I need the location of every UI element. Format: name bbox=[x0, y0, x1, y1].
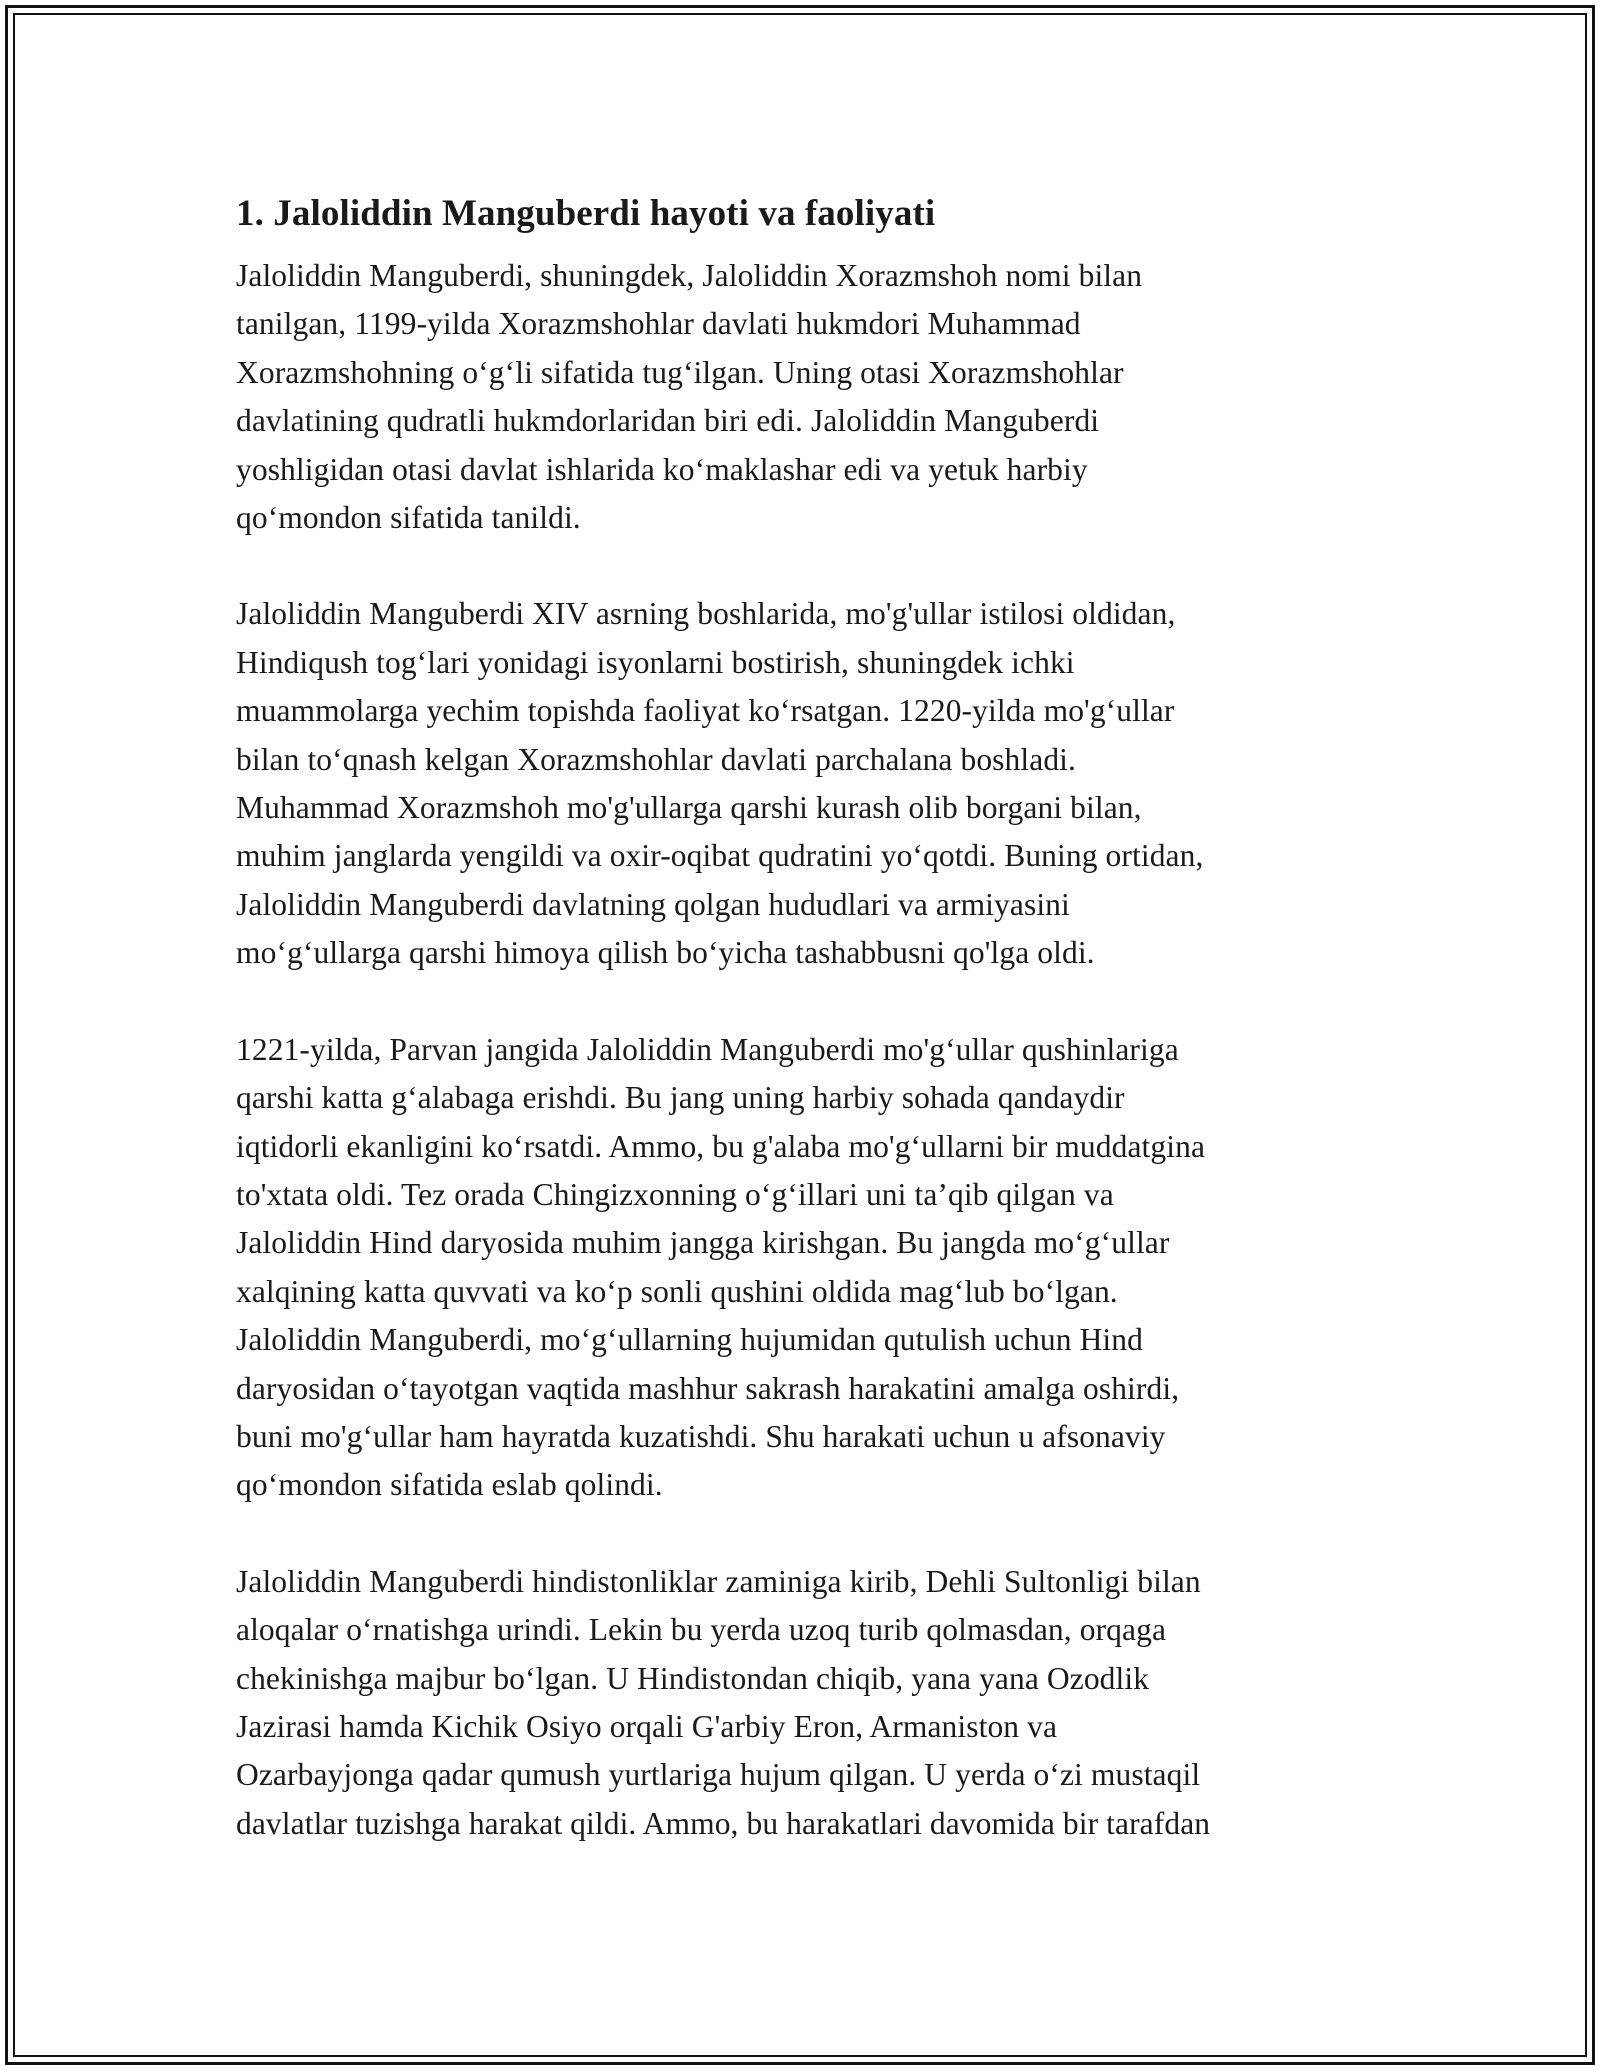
paragraph-mongol-invasion bbox=[236, 590, 1366, 977]
text-line: Jaloliddin Manguberdi hindistonliklar zaminiga kirib, Dehli Sultonligi bilan bbox=[236, 1563, 1201, 1599]
text-line: chekinishga majbur bo‘lgan. U Hindistondan chiqib, yana yana Ozodlik bbox=[236, 1660, 1150, 1696]
paragraph-parvan-battle bbox=[236, 1026, 1366, 1510]
text-line: davlatlar tuzishga harakat qildi. Ammo, bu harakatlari davomida bir tarafdan bbox=[236, 1805, 1211, 1841]
text-line: tanilgan, 1199-yilda Xorazmshohlar davlati hukmdori Muhammad bbox=[236, 306, 1081, 342]
text-line: iqtidorli ekanligini ko‘rsatdi. Ammo, bu g'alaba mo'g‘ullarni bir muddatgina bbox=[236, 1128, 1206, 1164]
text-line: davlatining qudratli hukmdorlaridan biri edi. Jaloliddin Manguberdi bbox=[236, 403, 1100, 439]
text-line: Hindiqush tog‘lari yonidagi isyonlarni bostirish, shuningdek ichki bbox=[236, 644, 1075, 680]
text-line: Jaloliddin Manguberdi, mo‘g‘ullarning hujumidan qutulish uchun Hind bbox=[236, 1322, 1143, 1358]
text-line: to'xtata oldi. Tez orada Chingizxonning o‘g‘illari uni ta’qib qilgan va bbox=[236, 1176, 1114, 1212]
paragraph-early-life bbox=[236, 252, 1366, 542]
text-line: yoshligidan otasi davlat ishlarida ko‘maklashar edi va yetuk harbiy bbox=[236, 451, 1088, 487]
text-line: buni mo'g‘ullar ham hayratda kuzatishdi. Shu harakati uchun u afsonaviy bbox=[236, 1418, 1166, 1454]
text-line: daryosidan o‘tayotgan vaqtida mashhur sakrash harakatini amalga oshirdi, bbox=[236, 1370, 1180, 1406]
text-line: Ozarbayjonga qadar qumush yurtlariga hujum qilgan. U yerda o‘zi mustaqil bbox=[236, 1757, 1201, 1793]
document-body bbox=[236, 188, 1366, 1896]
text-line: Jaloliddin Manguberdi davlatning qolgan hududlari va armiyasini bbox=[236, 886, 1070, 922]
text-line: bilan to‘qnash kelgan Xorazmshohlar davlati parchalana boshladi. bbox=[236, 741, 1076, 777]
text-line: qarshi katta g‘alabaga erishdi. Bu jang uning harbiy sohada qandaydir bbox=[236, 1080, 1125, 1116]
text-line: Jaloliddin Manguberdi, shuningdek, Jaloliddin Xorazmshoh nomi bilan bbox=[236, 258, 1143, 293]
text-line: Muhammad Xorazmshoh mo'g'ullarga qarshi kurash olib borgani bilan, bbox=[236, 790, 1142, 826]
text-line: Jaloliddin Hind daryosida muhim jangga kirishgan. Bu jangda mo‘g‘ullar bbox=[236, 1225, 1170, 1261]
text-line: mo‘g‘ullarga qarshi himoya qilish bo‘yicha tashabbusni qo'lga oldi. bbox=[236, 935, 1095, 971]
text-line: Jazirasi hamda Kichik Osiyo orqali G'arbiy Eron, Armaniston va bbox=[236, 1708, 1058, 1744]
paragraph-india-and-west bbox=[236, 1558, 1366, 1848]
text-line: xalqining katta quvvati va ko‘p sonli qushini oldida mag‘lub bo‘lgan. bbox=[236, 1273, 1118, 1309]
text-line: 1221-yilda, Parvan jangida Jaloliddin Manguberdi mo'g‘ullar qushinlariga bbox=[236, 1031, 1179, 1067]
text-line: Jaloliddin Manguberdi XIV asrning boshlarida, mo'g'ullar istilosi oldidan, bbox=[236, 596, 1176, 632]
text-line: muammolarga yechim topishda faoliyat ko‘rsatgan. 1220-yilda mo'g‘ullar bbox=[236, 693, 1175, 729]
text-line: qo‘mondon sifatida tanildi. bbox=[236, 500, 581, 536]
text-line: qo‘mondon sifatida eslab qolindi. bbox=[236, 1467, 663, 1503]
text-line: aloqalar o‘rnatishga urindi. Lekin bu yerda uzoq turib qolmasdan, orqaga bbox=[236, 1612, 1167, 1648]
section-heading: 1. Jaloliddin Manguberdi hayoti va faoliyati bbox=[236, 193, 936, 234]
text-line: Xorazmshohning o‘g‘li sifatida tug‘ilgan. Uning otasi Xorazmshohlar bbox=[236, 354, 1124, 390]
text-line: muhim janglarda yengildi va oxir-oqibat qudratini yo‘qotdi. Buning ortidan, bbox=[236, 838, 1204, 874]
